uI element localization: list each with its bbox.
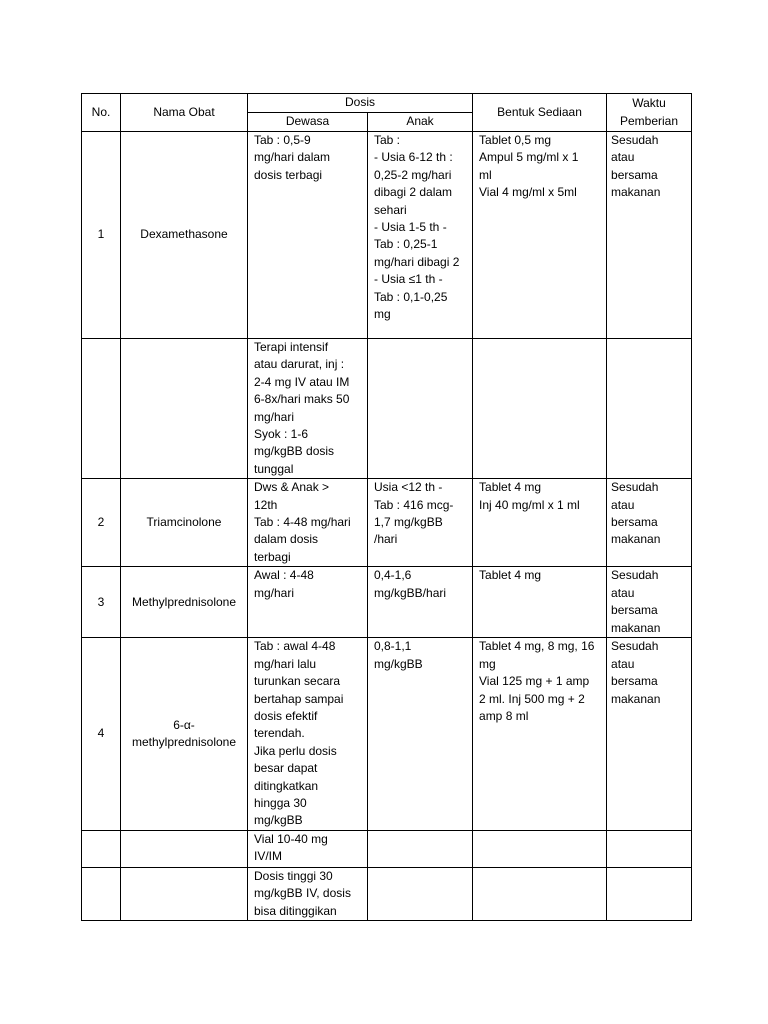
header-dosis: Dosis [248,94,473,113]
table-row [82,567,692,638]
row-number [82,830,121,867]
row-number: 1 [82,132,121,339]
table-row [82,830,692,867]
table-row [82,479,692,567]
dosage-form: Tablet 0,5 mg Ampul 5 mg/ml x 1 ml Vial 4 mg/ml x 5ml [473,132,607,339]
row-number: 3 [82,567,121,638]
table-row [82,339,692,479]
child-dose: Usia <12 th - Tab : 416 mcg- 1,7 mg/kgBB /hari [368,479,473,567]
administration-time [607,830,692,867]
drug-name [121,830,248,867]
drug-name: 6-α- methylprednisolone [121,638,248,830]
row-number: 4 [82,638,121,830]
child-dose [368,830,473,867]
table-row [82,132,692,339]
header-dosage-form: Bentuk Sediaan [473,94,607,132]
drug-name: Methylprednisolone [121,567,248,638]
header-no: No. [82,94,121,132]
adult-dose: Awal : 4-48 mg/hari [248,567,368,638]
header-anak: Anak [368,113,473,132]
drug-name [121,867,248,920]
adult-dose: Vial 10-40 mg IV/IM [248,830,368,867]
row-number [82,339,121,479]
dosage-form [473,867,607,920]
table-row [82,638,692,830]
drug-name: Dexamethasone [121,132,248,339]
child-dose: Tab : - Usia 6-12 th : 0,25-2 mg/hari dibagi 2 dalam sehari - Usia 1-5 th - Tab : 0,25-1 mg/hari dibagi 2 - Usia ≤1 th - Tab : 0,1-0,25 mg [368,132,473,339]
child-dose [368,867,473,920]
drug-dosage-table [81,93,692,921]
child-dose: 0,8-1,1 mg/kgBB [368,638,473,830]
adult-dose: Dosis tinggi 30 mg/kgBB IV, dosis bisa ditinggikan [248,867,368,920]
header-drug-name: Nama Obat [121,94,248,132]
child-dose [368,339,473,479]
dosage-form: Tablet 4 mg, 8 mg, 16 mg Vial 125 mg + 1 amp 2 ml. Inj 500 mg + 2 amp 8 ml [473,638,607,830]
adult-dose: Tab : 0,5-9 mg/hari dalam dosis terbagi [248,132,368,339]
header-administration-time: Waktu Pemberian [607,94,692,132]
administration-time: Sesudah atau bersama makanan [607,132,692,339]
administration-time: Sesudah atau bersama makanan [607,567,692,638]
dosage-form [473,830,607,867]
drug-name: Triamcinolone [121,479,248,567]
header-dewasa: Dewasa [248,113,368,132]
adult-dose: Tab : awal 4-48 mg/hari lalu turunkan secara bertahap sampai dosis efektif terendah. Jika perlu dosis besar dapat ditingkatkan hingga 30 mg/kgBB [248,638,368,830]
administration-time: Sesudah atau bersama makanan [607,638,692,830]
dosage-form: Tablet 4 mg [473,567,607,638]
row-number: 2 [82,479,121,567]
dosage-form [473,339,607,479]
table-row [82,867,692,920]
row-number [82,867,121,920]
child-dose: 0,4-1,6 mg/kgBB/hari [368,567,473,638]
administration-time: Sesudah atau bersama makanan [607,479,692,567]
adult-dose: Terapi intensif atau darurat, inj : 2-4 mg IV atau IM 6-8x/hari maks 50 mg/hari Syok : 1-6 mg/kgBB dosis tunggal [248,339,368,479]
administration-time [607,867,692,920]
administration-time [607,339,692,479]
drug-name [121,339,248,479]
dosage-form: Tablet 4 mg Inj 40 mg/ml x 1 ml [473,479,607,567]
adult-dose: Dws & Anak > 12th Tab : 4-48 mg/hari dalam dosis terbagi [248,479,368,567]
